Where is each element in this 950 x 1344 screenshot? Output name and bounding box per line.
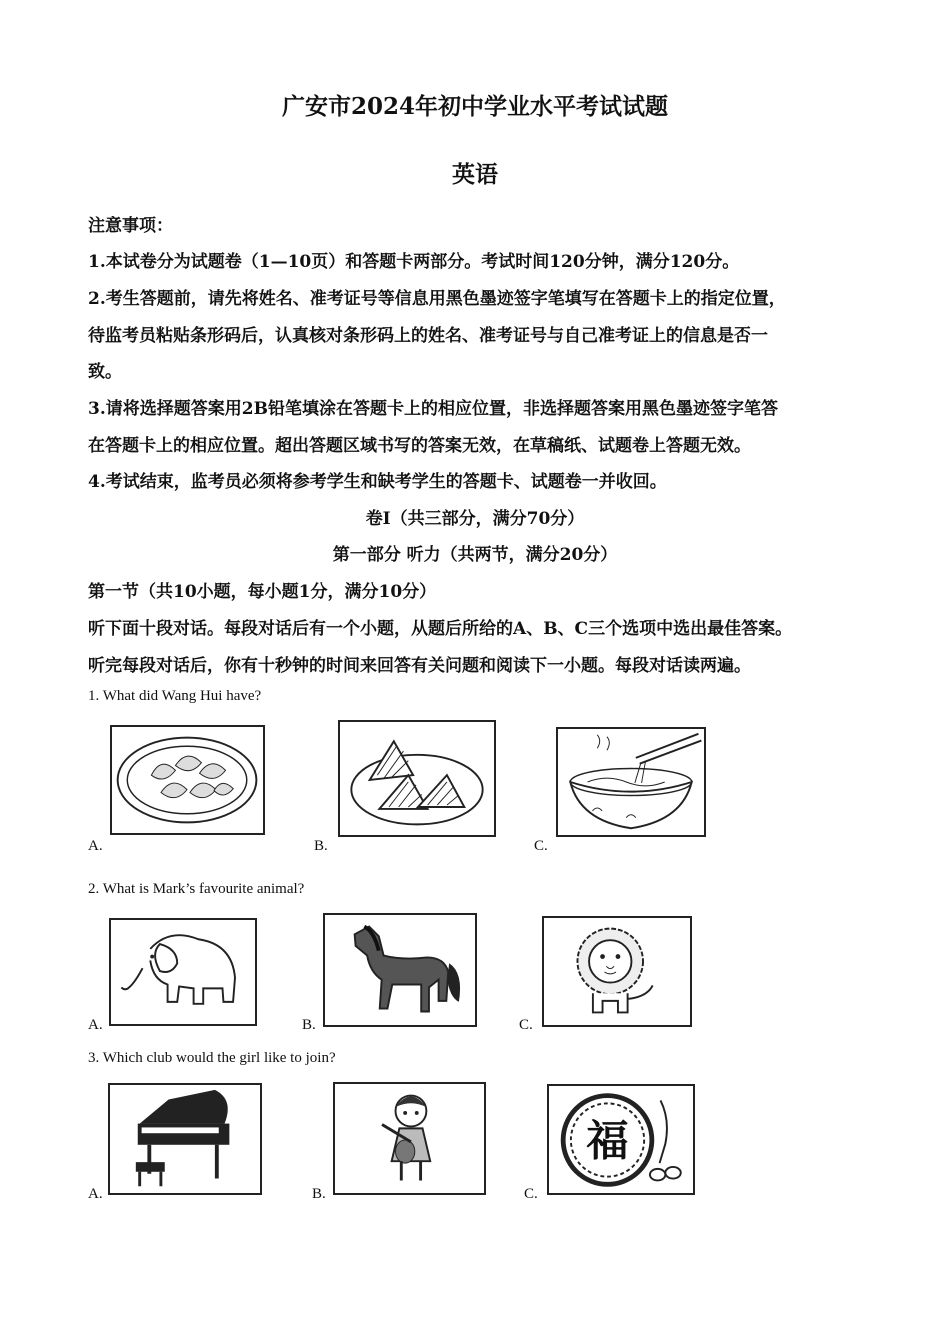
q2-option-a[interactable]: A. (88, 1017, 103, 1033)
lion-icon (542, 916, 692, 1027)
horse-icon (323, 913, 477, 1027)
elephant-icon (109, 918, 257, 1026)
q1-option-c[interactable]: C. (534, 838, 548, 854)
part-heading: 第一部分 听力（共两节，满分20分） (332, 545, 618, 565)
q3-option-c[interactable]: C. (524, 1186, 538, 1202)
question-2: 2. What is Mark’s favourite animal? (88, 881, 305, 897)
q2-option-b[interactable]: B. (302, 1017, 316, 1033)
notes-line: 2.考生答题前，请先将姓名、准考证号等信息用黑色墨迹签字笔填写在答题卡上的指定位置， (88, 289, 786, 309)
q3-option-b[interactable]: B. (312, 1186, 326, 1202)
q2-option-c[interactable]: C. (519, 1017, 533, 1033)
notes-line: 在答题卡上的相应位置。超出答题区域书写的答案无效，在草稿纸、试题卷上答题无效。 (88, 436, 751, 456)
q1-option-b[interactable]: B. (314, 838, 328, 854)
q1-option-a[interactable]: A. (88, 838, 103, 854)
notes-line: 1.本试卷分为试题卷（1—10页）和答题卡两部分。考试时间120分钟，满分120分。 (88, 252, 740, 272)
paper-cutting-icon (547, 1084, 695, 1195)
question-1: 1. What did Wang Hui have? (88, 688, 262, 704)
instructions-line: 听下面十段对话。每段对话后有一个小题，从题后所给的A、B、C三个选项中选出最佳答案。 (88, 619, 793, 639)
notes-line: 4.考试结束，监考员必须将参考学生和缺考学生的答题卡、试题卷一并收回。 (88, 472, 667, 492)
q3-option-a[interactable]: A. (88, 1186, 103, 1202)
subsection-heading: 第一节（共10小题，每小题1分，满分10分） (88, 582, 437, 602)
zongzi-icon (338, 720, 496, 837)
exam-title: 广安市2024年初中学业水平考试试题 (281, 93, 668, 120)
notes-heading: 注意事项： (88, 216, 173, 236)
guitar-girl-icon (333, 1082, 486, 1195)
dumplings-icon (110, 725, 265, 835)
question-3: 3. Which club would the girl like to join? (88, 1050, 336, 1066)
notes-line: 待监考员粘贴条形码后，认真核对条形码上的姓名、准考证号与自己准考证上的信息是否一 (88, 326, 768, 346)
instructions-line: 听完每段对话后，你有十秒钟的时间来回答有关问题和阅读下一小题。每段对话读两遍。 (88, 656, 751, 676)
noodles-icon (556, 727, 706, 837)
piano-icon (108, 1083, 262, 1195)
paper-cut-character: 福 (586, 1116, 629, 1167)
notes-line: 3.请将选择题答案用2B铅笔填涂在答题卡上的相应位置，非选择题答案用黑色墨迹签字笔答 (88, 399, 778, 419)
subject-title: 英语 (452, 161, 498, 188)
notes-line: 致。 (88, 362, 122, 382)
volume-heading: 卷Ⅰ（共三部分，满分70分） (365, 509, 585, 529)
